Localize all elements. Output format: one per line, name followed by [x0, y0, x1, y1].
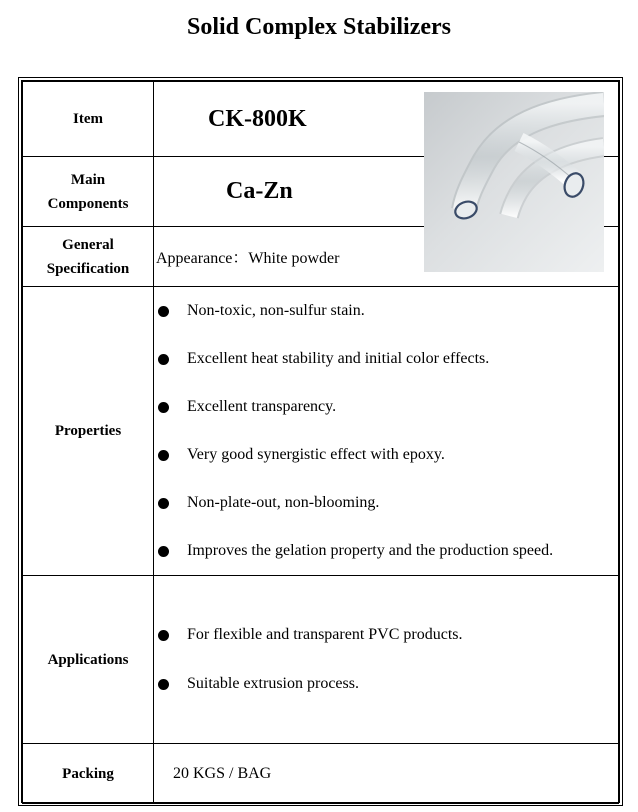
- main-components-label-line2: Components: [47, 195, 129, 212]
- list-item: [158, 335, 618, 383]
- row-applications: [23, 576, 619, 744]
- property-text: Non-plate-out, non-blooming.: [187, 494, 380, 511]
- property-text: Excellent transparency.: [187, 398, 337, 415]
- property-text: Non-toxic, non-sulfur stain.: [187, 302, 365, 319]
- bullet-icon: [158, 306, 169, 317]
- document-title: Solid Complex Stabilizers: [186, 14, 451, 40]
- applications-list: [154, 611, 618, 709]
- property-text: Excellent heat stability and initial color effects.: [187, 350, 490, 367]
- bullet-icon: [158, 498, 169, 509]
- properties-label: Properties: [23, 287, 154, 576]
- item-label: Item: [23, 82, 154, 157]
- list-item: [158, 527, 618, 575]
- item-value: CK-800K: [154, 82, 619, 157]
- main-components-label-line1: Main: [70, 171, 106, 188]
- list-item: [158, 479, 618, 527]
- list-item: [158, 383, 618, 431]
- bullet-icon: [158, 402, 169, 413]
- property-text: Improves the gelation property and the production speed.: [187, 542, 554, 559]
- list-item: [158, 431, 618, 479]
- bullet-icon: [158, 354, 169, 365]
- row-packing: [23, 744, 619, 804]
- property-text: Very good synergistic effect with epoxy.: [187, 446, 445, 463]
- applications-label: Applications: [23, 576, 154, 744]
- bullet-icon: [158, 450, 169, 461]
- properties-list: [154, 287, 618, 575]
- bullet-icon: [158, 546, 169, 557]
- product-photo-pvc-tubes: [424, 92, 604, 272]
- list-item: [158, 287, 618, 335]
- packing-value: 20 KGS / BAG: [154, 744, 619, 804]
- main-components-label: [23, 157, 154, 227]
- general-specification-label-line1: General: [62, 236, 114, 253]
- row-properties: [23, 287, 619, 576]
- general-specification-label: [23, 227, 154, 287]
- list-item: [158, 660, 618, 709]
- application-text: Suitable extrusion process.: [187, 675, 359, 692]
- general-specification-label-line2: Specification: [46, 260, 130, 277]
- application-text: For flexible and transparent PVC products.: [187, 626, 463, 643]
- general-specification-value: Appearance：White powder: [154, 227, 619, 287]
- list-item: [158, 611, 618, 660]
- bullet-icon: [158, 630, 169, 641]
- properties-cell: [154, 287, 619, 576]
- bullet-icon: [158, 679, 169, 690]
- main-components-value: Ca-Zn: [154, 157, 619, 227]
- applications-cell: [154, 576, 619, 744]
- packing-label: Packing: [23, 744, 154, 804]
